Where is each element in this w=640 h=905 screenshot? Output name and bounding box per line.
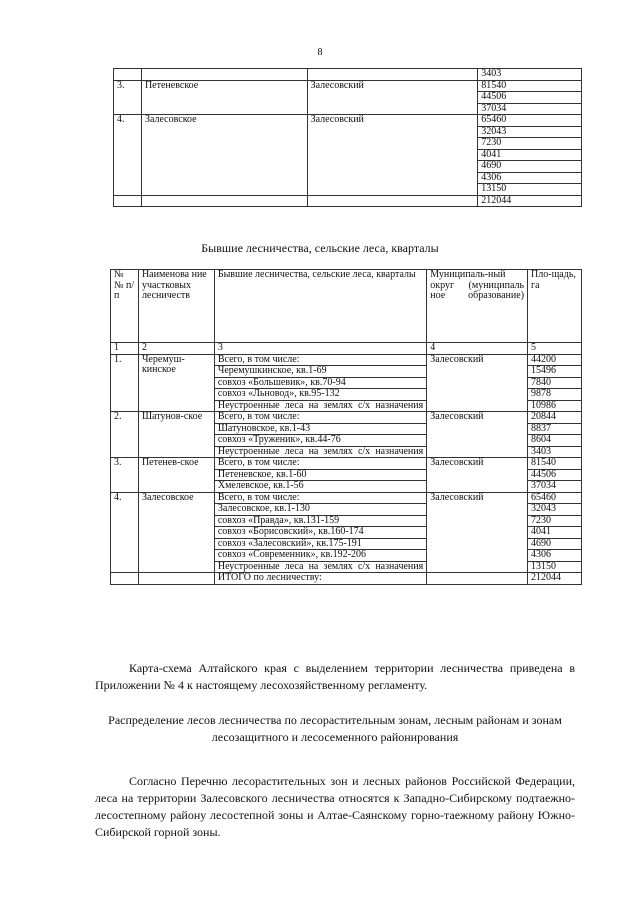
municipality: Залесовский <box>307 80 478 115</box>
area-cell: 37034 <box>478 103 582 115</box>
area-cell: 4306 <box>478 172 582 184</box>
table-row <box>111 354 582 366</box>
forestry-name: Залесовское <box>138 492 214 573</box>
total-label: ИТОГО по лесничеству: <box>214 573 426 585</box>
area-cell: 81540 <box>478 80 582 92</box>
former-forestry-label: Всего, в том числе: <box>214 412 426 424</box>
cell-empty <box>141 195 307 207</box>
former-forestry-label: Хмелевское, кв.1-56 <box>214 481 426 493</box>
area-cell: 13150 <box>528 561 582 573</box>
former-forestry-label: совхоз «Правда», кв.131-159 <box>214 515 426 527</box>
former-forestry-label: Всего, в том числе: <box>214 354 426 366</box>
header-area: Пло-щадь, га <box>528 270 582 343</box>
area-cell: 44506 <box>528 469 582 481</box>
continuation-table <box>113 68 582 207</box>
cell-empty <box>141 69 307 81</box>
area-cell: 3403 <box>478 69 582 81</box>
former-forestry-label: Неустроенные леса на землях с/х назначения <box>214 561 426 573</box>
area-cell: 4690 <box>528 538 582 550</box>
header-municipality: Муниципаль-ный округ (муниципаль ное образование) <box>427 270 528 343</box>
area-cell: 32043 <box>528 504 582 516</box>
cell-empty <box>307 69 478 81</box>
former-forestry-label: Залесовское, кв.1-130 <box>214 504 426 516</box>
area-cell: 37034 <box>528 481 582 493</box>
header-name: Наименова ние участковых лесничеств <box>138 270 214 343</box>
former-forestry-label: Всего, в том числе: <box>214 492 426 504</box>
former-forestry-label: Черемушкинское, кв.1-69 <box>214 366 426 378</box>
cell-empty <box>138 573 214 585</box>
table-row <box>114 115 582 127</box>
former-forestry-label: Петеневское, кв.1-60 <box>214 469 426 481</box>
total-area: 212044 <box>528 573 582 585</box>
area-cell: 81540 <box>528 458 582 470</box>
area-cell: 44506 <box>478 92 582 104</box>
forestry-name: Залесовское <box>141 115 307 196</box>
paragraph-map: Карта-схема Алтайского края с выделением территории лесничества приведена в Приложении № 4 к настоящему лесохозяйственному регламенту. <box>95 661 575 692</box>
area-cell: 4041 <box>528 527 582 539</box>
area-cell: 7230 <box>478 138 582 150</box>
paragraph-zones-text: Согласно Перечню лесорастительных зон и лесных районов Российской Федерации, леса на территории Залесовского лесничества относятся к Западно-Сибирскому подтаежно-лесостепному району лесостепной зоны и Алтае-Саянскому горно-таежному району Южно-Сибирской горной зоны. <box>95 774 575 839</box>
forestry-table <box>110 269 582 585</box>
former-forestry-label: совхоз «Современник», кв.192-206 <box>214 550 426 562</box>
table-caption: Бывшие лесничества, сельские леса, кварталы <box>201 241 439 255</box>
row-number: 3. <box>114 80 142 115</box>
municipality: Залесовский <box>307 115 478 196</box>
former-forestry-label: Неустроенные леса на землях с/х назначения <box>214 446 426 458</box>
col-number: 1 <box>111 343 139 355</box>
table-row <box>111 458 582 470</box>
former-forestry-label: Неустроенные леса на землях с/х назначения <box>214 400 426 412</box>
cell-empty <box>114 69 142 81</box>
area-cell: 7230 <box>528 515 582 527</box>
total-row <box>114 195 582 207</box>
row-number: 3. <box>111 458 139 493</box>
municipality: Залесовский <box>427 492 528 573</box>
table-row <box>111 492 582 504</box>
former-forestry-label: совхоз «Залесовский», кв.175-191 <box>214 538 426 550</box>
page-number: 8 <box>317 47 323 58</box>
row-number: 4. <box>111 492 139 573</box>
table-row <box>114 80 582 92</box>
former-forestry-label: совхоз «Труженик», кв.44-76 <box>214 435 426 447</box>
forestry-name: Шатунов-ское <box>138 412 214 458</box>
area-cell: 15496 <box>528 366 582 378</box>
header-num: № № п/п <box>111 270 139 343</box>
municipality: Залесовский <box>427 458 528 493</box>
area-cell: 3403 <box>528 446 582 458</box>
municipality: Залесовский <box>427 354 528 412</box>
header-row <box>111 270 582 343</box>
area-cell: 8837 <box>528 423 582 435</box>
row-number: 2. <box>111 412 139 458</box>
cell-empty <box>307 195 478 207</box>
area-cell: 20844 <box>528 412 582 424</box>
cell-empty <box>427 573 528 585</box>
column-numbers-row <box>111 343 582 355</box>
table-row <box>111 412 582 424</box>
former-forestry-label: Шатуновское, кв.1-43 <box>214 423 426 435</box>
area-cell: 8604 <box>528 435 582 447</box>
forestry-name: Черемуш-кинское <box>138 354 214 412</box>
former-forestry-label: совхоз «Льновод», кв.95-132 <box>214 389 426 401</box>
col-number: 5 <box>528 343 582 355</box>
forestry-name: Петеневское <box>141 80 307 115</box>
former-forestry-label: совхоз «Большевик», кв.70-94 <box>214 377 426 389</box>
area-cell: 7840 <box>528 377 582 389</box>
municipality: Залесовский <box>427 412 528 458</box>
total-area: 212044 <box>478 195 582 207</box>
cell-empty <box>114 195 142 207</box>
row-number: 1. <box>111 354 139 412</box>
header-former: Бывшие лесничества, сельские леса, кварталы <box>214 270 426 343</box>
area-cell: 9878 <box>528 389 582 401</box>
forestry-name: Петенев-ское <box>138 458 214 493</box>
col-number: 3 <box>214 343 426 355</box>
former-forestry-label: Всего, в том числе: <box>214 458 426 470</box>
area-cell: 13150 <box>478 184 582 196</box>
table-row <box>114 69 582 81</box>
area-cell: 32043 <box>478 126 582 138</box>
area-cell: 65460 <box>478 115 582 127</box>
col-number: 2 <box>138 343 214 355</box>
paragraph-zones-heading: Распределение лесов лесничества по лесорастительным зонам, лесным районам и зонам лесозащитного и лесосеменного районирования <box>108 713 562 744</box>
area-cell: 4041 <box>478 149 582 161</box>
row-number: 4. <box>114 115 142 196</box>
area-cell: 4306 <box>528 550 582 562</box>
former-forestry-label: совхоз «Борисовский», кв.160-174 <box>214 527 426 539</box>
area-cell: 65460 <box>528 492 582 504</box>
area-cell: 4690 <box>478 161 582 173</box>
cell-empty <box>111 573 139 585</box>
col-number: 4 <box>427 343 528 355</box>
area-cell: 10986 <box>528 400 582 412</box>
total-row <box>111 573 582 585</box>
area-cell: 44200 <box>528 354 582 366</box>
